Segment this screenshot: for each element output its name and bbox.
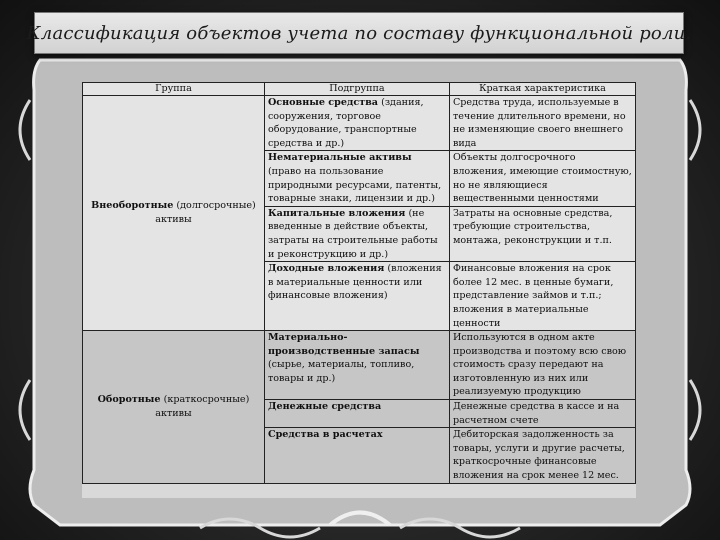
group-name-bold: Внеоборотные: [91, 200, 174, 212]
description-cell: Денежные средства в кассе и на расчетном счете: [449, 400, 635, 428]
description-cell: Затраты на основные средства, требующие строительства, монтажа, реконструкции и т.п.: [449, 206, 635, 261]
subgroup-cell: [264, 151, 449, 206]
slide-title: Классификация объектов учета по составу функциональной роли.: [26, 22, 692, 44]
description-cell: Средства труда, используемые в течение длительного времени, но не изменяющие своего внешнего вида: [449, 96, 635, 151]
group-cell-noncurrent: [83, 96, 265, 331]
subgroup-name: Средства в расчетах: [267, 429, 383, 441]
subgroup-name: Денежные средства: [267, 401, 382, 413]
table-row: [83, 331, 636, 400]
subgroup-detail: (право на пользование природными ресурсами, патенты, товарные знаки, лицензии и др.): [267, 165, 442, 205]
subgroup-cell: [264, 206, 449, 261]
description-cell: Используются в одном акте производства и поэтому всю свою стоимость сразу передают на изготовленную из них или реализуемую продукцию: [449, 331, 635, 400]
subgroup-cell: [264, 96, 449, 151]
header-group: Группа: [83, 83, 265, 96]
title-bar: [26, 12, 692, 54]
group-name-rest: (краткосрочные) активы: [155, 394, 250, 419]
classification-table: [82, 82, 636, 484]
classification-table-container: [82, 82, 636, 498]
table-row: [83, 96, 636, 151]
group-name-bold: Оборотные: [97, 394, 161, 406]
table-header-row: [83, 83, 636, 96]
subgroup-name: Доходные вложения: [267, 263, 385, 275]
subgroup-name: Нематериальные активы: [267, 152, 412, 164]
subgroup-detail: (сырье, материалы, топливо, товары и др.): [267, 359, 415, 384]
subgroup-name: Основные средства: [267, 97, 379, 108]
description-cell: Объекты долгосрочного вложения, имеющие стоимостную, но не являющиеся вещественными ценностями: [449, 151, 635, 206]
description-cell: Дебиторская задолженность за товары, услуги и другие расчеты, краткосрочные финансовые вложения на срок менее 12 мес.: [449, 428, 635, 483]
header-description: Краткая характеристика: [449, 83, 635, 96]
subgroup-detail: (вложения в материальные ценности или финансовые вложения): [267, 263, 442, 302]
subgroup-cell: [264, 428, 449, 483]
description-cell: Финансовые вложения на срок более 12 мес. в ценные бумаги, представление займов и т.п.; вложения в материальные ценности: [449, 262, 635, 331]
subgroup-detail: (здания, сооружения, торговое оборудование, транспортные средства и др.): [267, 97, 424, 149]
subgroup-name: Материально-производственные запасы: [267, 332, 420, 357]
subgroup-cell: [264, 262, 449, 331]
subgroup-cell: [264, 400, 449, 428]
subgroup-cell: [264, 331, 449, 400]
group-name-rest: (долгосрочные) активы: [155, 200, 256, 226]
subgroup-detail: (не введенные в действие объекты, затраты на строительные работы и реконструкцию и др.): [267, 207, 438, 260]
header-subgroup: Подгруппа: [264, 83, 449, 96]
subgroup-name: Капитальные вложения: [267, 207, 406, 219]
group-cell-current: [83, 331, 265, 484]
